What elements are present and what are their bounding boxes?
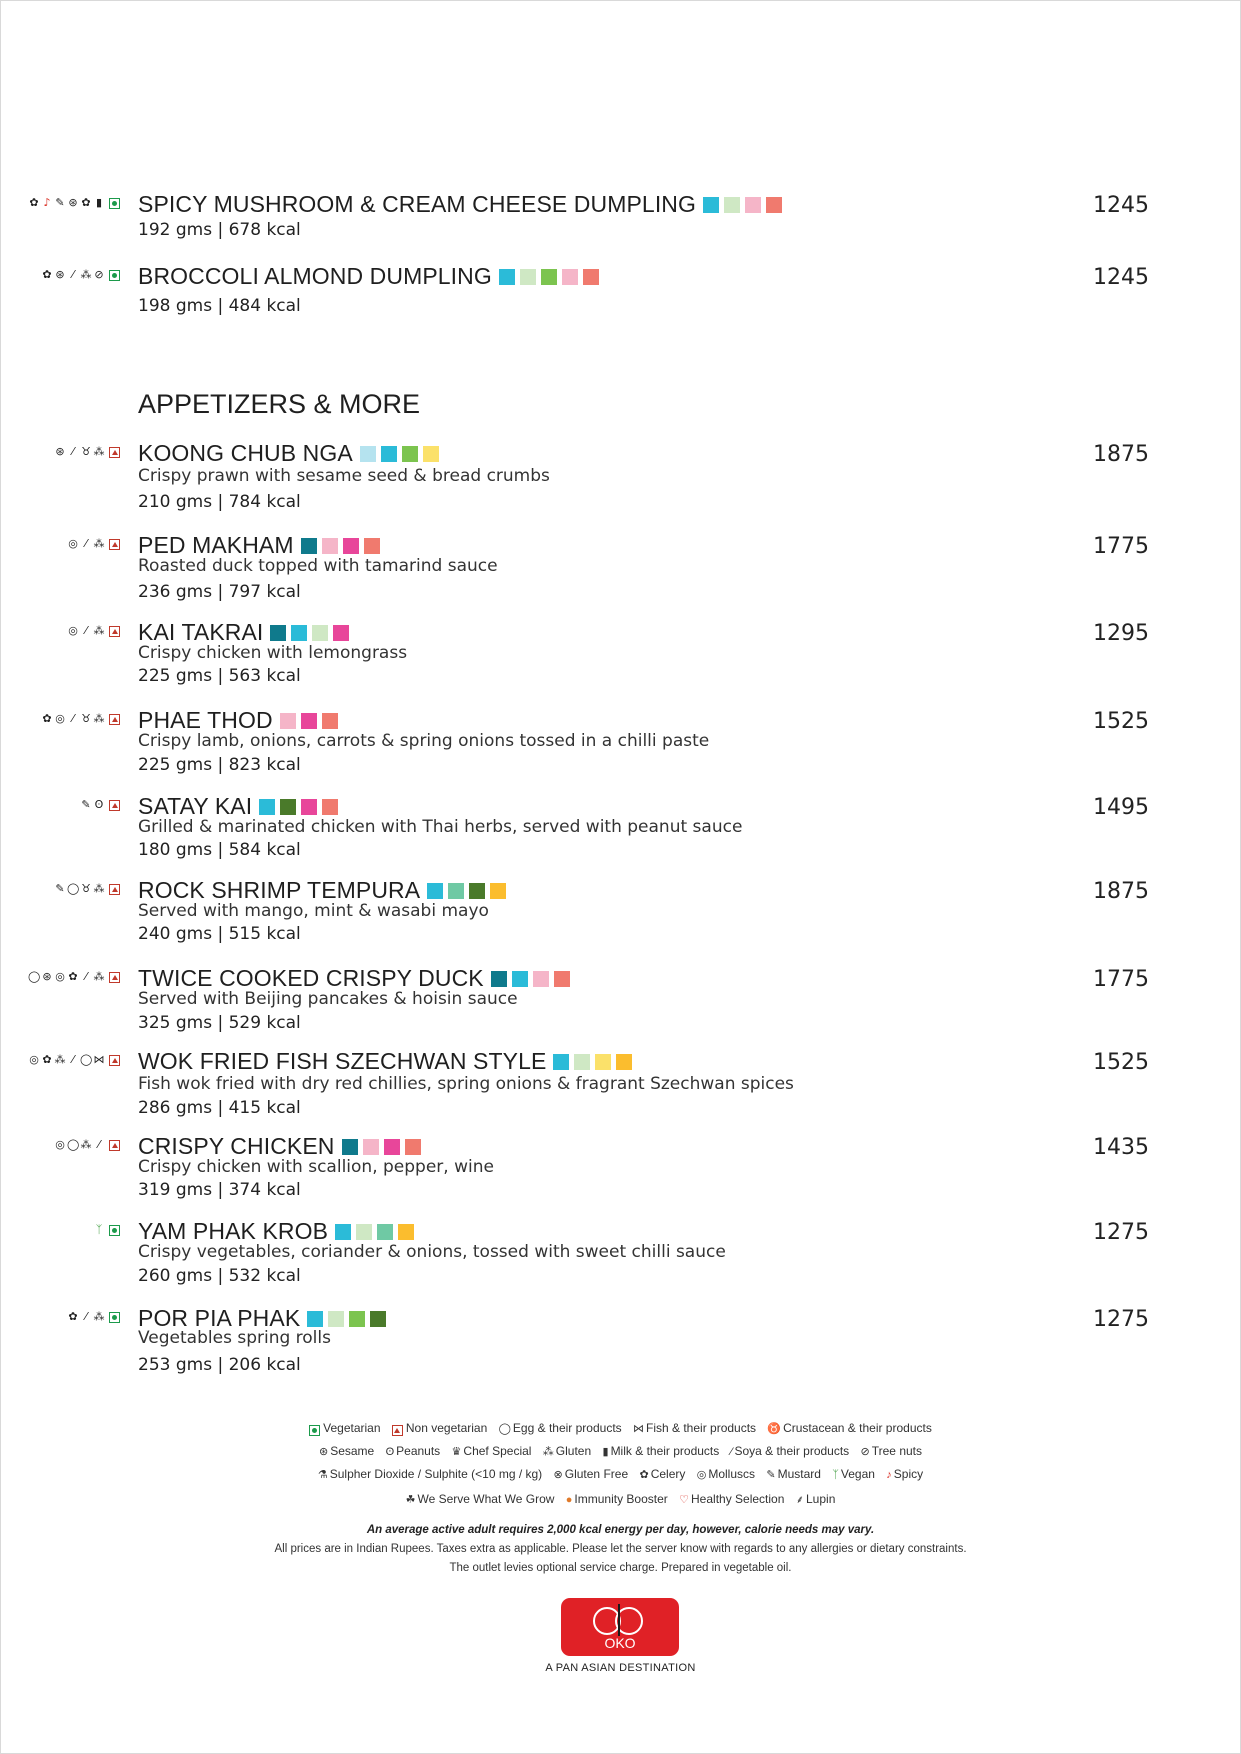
category-color-squares [427, 883, 506, 899]
tree-nuts-icon: ⊘ [860, 1446, 870, 1458]
item-name: SATAY KAI [138, 793, 253, 819]
color-square [333, 625, 349, 641]
color-square [402, 446, 418, 462]
legend-gluten-free: ⊗ Gluten Free [553, 1467, 629, 1481]
color-square [574, 1054, 590, 1070]
sesame-icon: ⊛ [68, 196, 78, 209]
soya-icon: ⁄ [72, 268, 74, 281]
gluten-icon: ⁂ [542, 1446, 554, 1458]
egg-icon: ◯ [67, 1138, 80, 1151]
item-weight-kcal: 180 gms | 584 kcal [138, 840, 301, 860]
allergen-icons [28, 1053, 120, 1067]
item-weight-kcal: 198 gms | 484 kcal [138, 296, 301, 316]
item-weight-kcal: 240 gms | 515 kcal [138, 924, 301, 944]
nonveg-mark-icon [109, 972, 120, 983]
color-square [301, 713, 317, 729]
color-square [270, 625, 286, 641]
item-price: 1875 [1093, 442, 1149, 467]
color-square [280, 799, 296, 815]
mustard-icon: ✎ [55, 882, 65, 895]
category-color-squares [307, 1311, 386, 1327]
celery-icon: ✿ [42, 1053, 52, 1066]
nonveg-mark-icon [109, 714, 120, 725]
color-square [491, 971, 507, 987]
color-square [312, 625, 328, 641]
mustard-icon: ✎ [766, 1469, 776, 1481]
color-square [469, 883, 485, 899]
color-square [356, 1224, 372, 1240]
item-description: Vegetables spring rolls [138, 1328, 331, 1348]
item-name: YAM PHAK KROB [138, 1218, 329, 1244]
color-square [703, 197, 719, 213]
color-square [724, 197, 740, 213]
category-color-squares [335, 1224, 414, 1240]
item-name: POR PIA PHAK [138, 1305, 301, 1331]
color-square [335, 1224, 351, 1240]
category-color-squares [360, 446, 439, 462]
sesame-icon: ⊛ [55, 268, 65, 281]
legend-non-vegetarian: Non vegetarian [392, 1421, 487, 1436]
soya-icon: ⁄ [85, 970, 87, 983]
section-title: APPETIZERS & MORE [138, 389, 421, 419]
serve-grow-icon: ☘ [405, 1494, 416, 1506]
item-title-row [138, 619, 349, 646]
logo-text: OKO [604, 1635, 636, 1651]
color-square [363, 1139, 379, 1155]
color-square [364, 538, 380, 554]
color-square [384, 1139, 400, 1155]
color-square [322, 799, 338, 815]
molluscs-icon: ◎ [55, 712, 65, 725]
legend-row-4 [0, 1492, 1241, 1507]
crustacean-icon: ♉ [81, 445, 91, 458]
category-color-squares [491, 971, 570, 987]
legend-soya: ⁄ Soya & their products [730, 1444, 850, 1458]
brand-logo [561, 1598, 679, 1656]
soya-icon: ⁄ [85, 624, 87, 637]
item-weight-kcal: 192 gms | 678 kcal [138, 220, 301, 240]
category-color-squares [703, 197, 782, 213]
allergen-icons [93, 1223, 120, 1237]
chef-hat-icon: ♛ [451, 1446, 462, 1458]
peanuts-icon: ʘ [94, 798, 104, 811]
egg-icon: ◯ [80, 1053, 93, 1066]
mustard-icon: ✎ [55, 196, 65, 209]
legend-vegetarian: Vegetarian [309, 1421, 380, 1436]
color-square [595, 1054, 611, 1070]
milk-icon: ▮ [602, 1446, 609, 1458]
color-square [766, 197, 782, 213]
legend-vegan: ᛉ Vegan [832, 1467, 875, 1481]
celery-icon: ✿ [68, 1310, 78, 1323]
item-title-row [138, 1133, 421, 1160]
crustacean-icon: ♉ [767, 1423, 782, 1435]
legend-sesame: ⊛ Sesame [318, 1444, 375, 1458]
celery-icon: ✿ [42, 712, 52, 725]
vegan-icon: ᛉ [95, 1223, 103, 1236]
fish-icon: ⋈ [93, 1053, 105, 1066]
legend-molluscs: ◎ Molluscs [696, 1467, 756, 1481]
legend-healthy: ♡ Healthy Selection [679, 1492, 785, 1506]
veg-mark-icon [309, 1425, 320, 1436]
item-description: Crispy chicken with lemongrass [138, 643, 408, 663]
gluten-icon: ⁂ [93, 445, 105, 458]
tree-nuts-icon: ⊘ [94, 268, 104, 281]
item-price: 1275 [1093, 1220, 1149, 1245]
color-square [541, 269, 557, 285]
category-color-squares [270, 625, 349, 641]
veg-mark-icon [109, 1312, 120, 1323]
molluscs-icon: ◎ [696, 1469, 707, 1481]
item-name: CRISPY CHICKEN [138, 1133, 335, 1159]
soya-icon: ⁄ [72, 445, 74, 458]
legend-row-2 [0, 1444, 1241, 1458]
item-name: KOONG CHUB NGA [138, 440, 353, 466]
color-square [554, 971, 570, 987]
gluten-icon: ⁂ [80, 268, 92, 281]
item-weight-kcal: 253 gms | 206 kcal [138, 1355, 301, 1375]
soya-icon: ⁄ [98, 1138, 100, 1151]
item-name: PED MAKHAM [138, 532, 294, 558]
color-square [328, 1311, 344, 1327]
item-price: 1275 [1093, 1307, 1149, 1332]
legend-spicy: ♪ Spicy [886, 1467, 924, 1481]
molluscs-icon: ◎ [29, 1053, 39, 1066]
color-square [343, 538, 359, 554]
sesame-icon: ⊛ [55, 445, 65, 458]
legend-mustard: ✎ Mustard [766, 1467, 821, 1481]
celery-icon: ✿ [68, 970, 78, 983]
celery-icon: ✿ [29, 196, 39, 209]
item-description: Crispy lamb, onions, carrots & spring onions tossed in a chilli paste [138, 731, 710, 751]
color-square [583, 269, 599, 285]
gluten-icon: ⁂ [93, 712, 105, 725]
egg-icon: ◯ [498, 1423, 511, 1435]
item-price: 1245 [1093, 265, 1149, 290]
veg-mark-icon [109, 198, 120, 209]
color-square [381, 446, 397, 462]
legend-peanuts: ʘ Peanuts [385, 1444, 441, 1458]
item-name: BROCCOLI ALMOND DUMPLING [138, 263, 492, 289]
color-square [405, 1139, 421, 1155]
sesame-icon: ⊛ [318, 1446, 329, 1458]
color-square [490, 883, 506, 899]
gluten-icon: ⁂ [80, 1138, 92, 1151]
item-title-row [138, 1218, 414, 1245]
allergen-icons [28, 970, 120, 984]
item-title-row [138, 191, 782, 218]
item-weight-kcal: 319 gms | 374 kcal [138, 1180, 301, 1200]
color-square [745, 197, 761, 213]
color-square [377, 1224, 393, 1240]
item-description: Grilled & marinated chicken with Thai herbs, served with peanut sauce [138, 817, 743, 837]
legend-row-1 [0, 1421, 1241, 1436]
legend-row-3 [0, 1467, 1241, 1481]
item-weight-kcal: 260 gms | 532 kcal [138, 1266, 301, 1286]
color-square [349, 1311, 365, 1327]
category-color-squares [301, 538, 380, 554]
molluscs-icon: ◎ [68, 537, 78, 550]
peanuts-icon: ʘ [385, 1446, 395, 1458]
color-square [370, 1311, 386, 1327]
milk-icon: ▮ [95, 196, 103, 209]
item-name: TWICE COOKED CRISPY DUCK [138, 965, 484, 991]
color-square [360, 446, 376, 462]
nonveg-mark-icon [109, 447, 120, 458]
color-square [259, 799, 275, 815]
color-square [520, 269, 536, 285]
color-square [448, 883, 464, 899]
sesame-icon: ⊛ [42, 970, 52, 983]
item-price: 1775 [1093, 967, 1149, 992]
soya-icon: ⁄ [730, 1446, 733, 1458]
item-name: ROCK SHRIMP TEMPURA [138, 877, 421, 903]
allergen-icons [41, 712, 120, 726]
item-weight-kcal: 210 gms | 784 kcal [138, 492, 301, 512]
item-title-row [138, 877, 506, 904]
color-square [499, 269, 515, 285]
item-name: PHAE THOD [138, 707, 273, 733]
crustacean-icon: ♉ [81, 882, 91, 895]
color-square [301, 538, 317, 554]
item-weight-kcal: 325 gms | 529 kcal [138, 1013, 301, 1033]
fish-icon: ⋈ [633, 1423, 644, 1435]
nonveg-mark-icon [109, 800, 120, 811]
item-description: Crispy chicken with scallion, pepper, wine [138, 1157, 494, 1177]
mustard-icon: ✎ [81, 798, 91, 811]
item-description: Served with mango, mint & wasabi mayo [138, 901, 489, 921]
item-weight-kcal: 236 gms | 797 kcal [138, 582, 301, 602]
allergen-icons [80, 798, 120, 812]
item-price: 1525 [1093, 709, 1149, 734]
category-color-squares [553, 1054, 632, 1070]
soya-icon: ⁄ [85, 1310, 87, 1323]
item-description: Roasted duck topped with tamarind sauce [138, 556, 498, 576]
item-weight-kcal: 286 gms | 415 kcal [138, 1098, 301, 1118]
veg-mark-icon [109, 270, 120, 281]
color-square [307, 1311, 323, 1327]
crustacean-icon: ♉ [81, 712, 91, 725]
item-title-row [138, 1048, 632, 1075]
item-title-row [138, 440, 439, 467]
immunity-icon: ● [565, 1494, 573, 1506]
heart-icon: ♡ [679, 1494, 690, 1506]
egg-icon: ◯ [28, 970, 41, 983]
soya-icon: ⁄ [72, 1053, 74, 1066]
legend-immunity: ● Immunity Booster [565, 1492, 668, 1506]
legend-sulphite: ⚗ Sulpher Dioxide / Sulphite (<10 mg / kg) [317, 1467, 543, 1481]
item-title-row [138, 532, 380, 559]
item-title-row [138, 263, 599, 290]
gluten-icon: ⁂ [93, 970, 105, 983]
color-square [616, 1054, 632, 1070]
spicy-icon: ♪ [43, 196, 51, 209]
item-name: KAI TAKRAI [138, 619, 264, 645]
item-price: 1295 [1093, 621, 1149, 646]
allergen-icons [67, 537, 120, 551]
item-description: Served with Beijing pancakes & hoisin sauce [138, 989, 518, 1009]
soya-icon: ⁄ [85, 537, 87, 550]
color-square [562, 269, 578, 285]
color-square [322, 713, 338, 729]
service-note: The outlet levies optional service charge. Prepared in vegetable oil. [449, 1562, 792, 1574]
legend-lupin: ⸙ Lupin [795, 1492, 836, 1506]
category-color-squares [259, 799, 338, 815]
item-name: WOK FRIED FISH SZECHWAN STYLE [138, 1048, 547, 1074]
gluten-icon: ⁂ [93, 624, 105, 637]
logo-bar [618, 1604, 620, 1636]
item-name: SPICY MUSHROOM & CREAM CHEESE DUMPLING [138, 191, 697, 217]
item-price: 1875 [1093, 879, 1149, 904]
nonveg-mark-icon [109, 539, 120, 550]
color-square [301, 799, 317, 815]
color-square [398, 1224, 414, 1240]
color-square [280, 713, 296, 729]
item-price: 1775 [1093, 534, 1149, 559]
item-price: 1495 [1093, 795, 1149, 820]
legend-tree-nuts: ⊘ Tree nuts [860, 1444, 922, 1458]
item-description: Crispy vegetables, coriander & onions, tossed with sweet chilli sauce [138, 1242, 726, 1262]
gluten-icon: ⁂ [93, 882, 105, 895]
item-description: Fish wok fried with dry red chillies, spring onions & fragrant Szechwan spices [138, 1074, 794, 1094]
item-price: 1525 [1093, 1050, 1149, 1075]
spicy-icon: ♪ [886, 1469, 892, 1481]
category-color-squares [342, 1139, 421, 1155]
item-weight-kcal: 225 gms | 563 kcal [138, 666, 301, 686]
color-square [291, 625, 307, 641]
allergen-icons [41, 268, 120, 282]
veg-mark-icon [109, 1225, 120, 1236]
item-price: 1435 [1093, 1135, 1149, 1160]
color-square [512, 971, 528, 987]
allergen-icons [67, 624, 120, 638]
gluten-icon: ⁂ [93, 537, 105, 550]
item-description: Crispy prawn with sesame seed & bread crumbs [138, 466, 550, 486]
item-price: 1245 [1093, 193, 1149, 218]
item-title-row [138, 707, 338, 734]
allergen-icons [67, 1310, 120, 1324]
nonveg-mark-icon [109, 626, 120, 637]
prices-note: All prices are in Indian Rupees. Taxes extra as applicable. Please let the server know with regards to any allergies or dietary constraints. [274, 1543, 967, 1555]
color-square [322, 538, 338, 554]
sulphite-icon: ⚗ [317, 1469, 328, 1481]
legend-celery: ✿ Celery [639, 1467, 686, 1481]
item-title-row [138, 793, 338, 820]
nonveg-mark-icon [392, 1425, 403, 1436]
legend-serve-grow: ☘ We Serve What We Grow [405, 1492, 555, 1506]
soya-icon: ⁄ [72, 712, 74, 725]
molluscs-icon: ◎ [68, 624, 78, 637]
egg-icon: ◯ [67, 882, 80, 895]
molluscs-icon: ◎ [55, 1138, 65, 1151]
allergen-icons [28, 196, 120, 210]
celery-icon: ✿ [42, 268, 52, 281]
legend-milk: ▮ Milk & their products [602, 1444, 720, 1458]
lupin-icon: ⸙ [795, 1494, 804, 1506]
legend-chef-special: ♛ Chef Special [451, 1444, 532, 1458]
nonveg-mark-icon [109, 1055, 120, 1066]
kcal-note: An average active adult requires 2,000 kcal energy per day, however, calorie needs may vary. [366, 1524, 875, 1536]
nonveg-mark-icon [109, 884, 120, 895]
legend-fish: ⋈ Fish & their products [633, 1421, 757, 1435]
legend-crustacean: ♉ Crustacean & their products [767, 1421, 932, 1435]
color-square [423, 446, 439, 462]
color-square [533, 971, 549, 987]
gluten-icon: ⁂ [93, 1310, 105, 1323]
molluscs-icon: ◎ [55, 970, 65, 983]
color-square [427, 883, 443, 899]
celery-icon: ✿ [639, 1469, 649, 1481]
category-color-squares [499, 269, 599, 285]
color-square [342, 1139, 358, 1155]
nonveg-mark-icon [109, 1140, 120, 1151]
legend-egg: ◯ Egg & their products [498, 1421, 622, 1435]
allergen-icons [54, 445, 120, 459]
celery-icon: ✿ [81, 196, 91, 209]
legend-gluten: ⁂ Gluten [542, 1444, 592, 1458]
allergen-icons [54, 1138, 120, 1152]
item-title-row [138, 965, 570, 992]
item-weight-kcal: 225 gms | 823 kcal [138, 755, 301, 775]
gluten-free-icon: ⊗ [553, 1469, 563, 1481]
color-square [553, 1054, 569, 1070]
gluten-icon: ⁂ [54, 1053, 66, 1066]
vegan-icon: ᛉ [832, 1469, 839, 1481]
brand-tagline: A PAN ASIAN DESTINATION [545, 1662, 696, 1674]
category-color-squares [280, 713, 338, 729]
allergen-icons [54, 882, 120, 896]
